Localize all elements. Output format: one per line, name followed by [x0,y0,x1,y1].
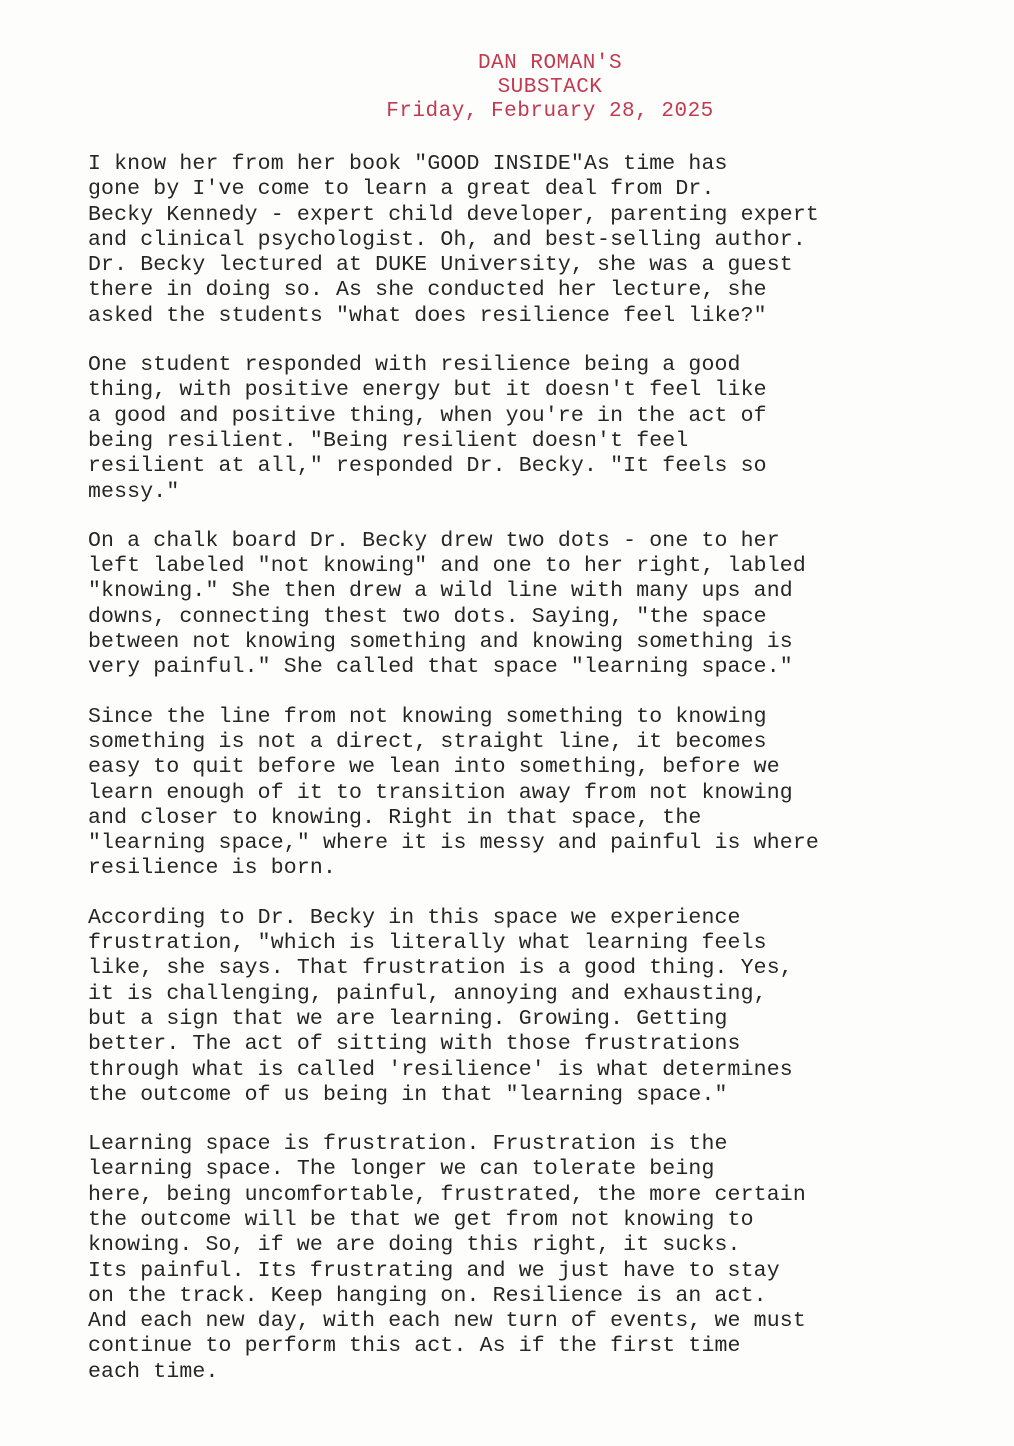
text-line: Learning space is frustration. Frustration is the [88,1132,728,1157]
text-line: learn enough of it to transition away from not knowing [88,780,793,805]
text-line: better. The act of sitting with those frustrations [88,1032,741,1057]
text-line: continue to perform this act. As if the first time [88,1334,741,1359]
text-line: Becky Kennedy - expert child developer, parenting expert [88,202,819,227]
author-title: DAN ROMAN'S [477,52,623,75]
text-line: the outcome will be that we get from not knowing to [88,1207,754,1232]
text-line: the outcome of us being in that "learning space." [88,1082,728,1107]
text-line: Since the line from not knowing something to knowing [88,704,767,729]
text-line: downs, connecting thest two dots. Saying, "the space [88,604,767,629]
text-line: a good and positive thing, when you're in the act of [88,403,767,428]
text-line: something is not a direct, straight line, it becomes [88,729,767,754]
text-line: easy to quit before we lean into something, before we [88,755,780,780]
text-line: Dr. Becky lectured at DUKE University, she was a guest [88,253,793,278]
text-line: gone by I've come to learn a great deal from Dr. [88,177,715,202]
publication-name: SUBSTACK [497,76,603,99]
text-line: frustration, "which is literally what learning feels [88,931,767,956]
paragraph [88,705,988,882]
text-line: "learning space," where it is messy and painful is where [88,831,819,856]
header [0,52,1014,124]
text-line: I know her from her book "GOOD INSIDE"As time has [88,152,728,176]
paragraph [88,906,988,1108]
text-line: And each new day, with each new turn of events, we must [88,1309,806,1334]
text-line: According to Dr. Becky in this space we experience [88,905,741,930]
text-line: and clinical psychologist. Oh, and best-selling author. [88,227,806,252]
text-line: but a sign that we are learning. Growing. Getting [88,1006,728,1031]
paragraph [88,353,988,505]
text-line: and closer to knowing. Right in that space, the [88,805,702,830]
text-line: learning space. The longer we can tolerate being [88,1157,715,1182]
text-line: through what is called 'resilience' is what determines [88,1057,793,1082]
text-line: One student responded with resilience being a good [88,353,741,378]
text-line: knowing. So, if we are doing this right, it sucks. [88,1233,741,1258]
text-line: it is challenging, painful, annoying and exhausting, [88,981,767,1006]
post-date: Friday, February 28, 2025 [386,100,714,123]
paragraph [88,152,988,329]
paragraph [88,1132,988,1385]
text-line: Its painful. Its frustrating and we just have to stay [88,1258,780,1283]
article-body [88,152,988,1409]
text-line: being resilient. "Being resilient doesn't feel [88,428,689,453]
text-line: left labeled "not knowing" and one to her right, labled [88,554,806,579]
text-line: very painful." She called that space "learning space." [88,655,793,680]
paragraph [88,529,988,681]
text-line: resilience is born. [88,856,336,881]
text-line: thing, with positive energy but it doesn't feel like [88,378,767,403]
text-line: each time. [88,1359,219,1384]
text-line: on the track. Keep hanging on. Resilience is an act. [88,1283,767,1308]
text-line: asked the students "what does resilience feel like?" [88,303,767,328]
text-line: resilient at all," responded Dr. Becky. "It feels so [88,454,767,479]
text-line: On a chalk board Dr. Becky drew two dots - one to her [88,528,780,553]
text-line: there in doing so. As she conducted her lecture, she [88,278,767,303]
text-line: between not knowing something and knowing something is [88,630,793,655]
text-line: here, being uncomfortable, frustrated, the more certain [88,1182,806,1207]
text-line: "knowing." She then drew a wild line with many ups and [88,579,793,604]
text-line: like, she says. That frustration is a good thing. Yes, [88,956,793,981]
text-line: messy." [88,479,180,504]
